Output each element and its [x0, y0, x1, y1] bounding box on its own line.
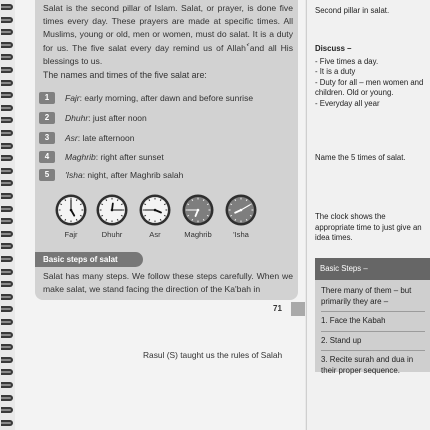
divider: [321, 331, 425, 332]
binding-ring: [1, 369, 13, 375]
binding-ring: [1, 80, 13, 86]
clock-icon: [225, 194, 257, 226]
page-number: 71: [273, 304, 282, 313]
discuss-line: - Everyday all year: [315, 98, 380, 108]
binding-ring: [1, 357, 13, 363]
intro-paragraph: Salat is the second pillar of Islam. Salat, or prayer, is done five times every day. These prayers are made at specific times. All Muslims, young or old, men or women, must do salat. It is a duty for us. The five salat every day remind us of Allahٗ and all His blessings to us.: [43, 3, 293, 66]
binding-ring: [1, 54, 13, 60]
salat-time: : night, after Maghrib salah: [82, 169, 184, 180]
steps-box-item: 1. Face the Kabah: [321, 316, 386, 326]
clock-icon: [55, 194, 87, 226]
binding-ring: [1, 92, 13, 98]
binding-ring: [1, 17, 13, 23]
discuss-line: - Duty for all – men women and children. Old or young.: [315, 77, 424, 98]
spiral-binding: [0, 0, 16, 430]
binding-ring: [1, 218, 13, 224]
binding-ring: [1, 67, 13, 73]
bottom-note: Rasul (S) taught us the rules of Salah: [143, 350, 283, 360]
clock-face: [139, 194, 171, 226]
content-panel: [35, 0, 298, 300]
list-number: 4: [39, 151, 55, 163]
binding-ring: [1, 29, 13, 35]
clock-label: Asr: [149, 230, 161, 239]
salat-time: : right after sunset: [95, 151, 164, 162]
clock-icon: [96, 194, 128, 226]
note-pillar: Second pillar in salat.: [315, 6, 390, 15]
clock-icon: [139, 194, 171, 226]
binding-ring: [1, 281, 13, 287]
discuss-line: - Five times a day.: [315, 56, 379, 66]
binding-ring: [1, 407, 13, 413]
divider: [321, 350, 425, 351]
binding-ring: [1, 168, 13, 174]
names-title: The names and times of the five salat are:: [43, 70, 207, 80]
list-item: [39, 111, 294, 124]
steps-box-item: 2. Stand up: [321, 335, 362, 345]
clock-label: 'Isha: [233, 230, 249, 239]
binding-ring: [1, 256, 13, 262]
list-number: 3: [39, 132, 55, 144]
binding-ring: [1, 420, 13, 426]
steps-paragraph: Salat has many steps. We follow these steps carefully. When we make salat, we stand facing the direction of the Ka'bah in: [43, 271, 293, 294]
binding-ring: [1, 105, 13, 111]
binding-ring: [1, 382, 13, 388]
clock-row: [55, 194, 275, 244]
binding-ring: [1, 117, 13, 123]
binding-ring: [1, 130, 13, 136]
clock-icon: [182, 194, 214, 226]
binding-ring: [1, 143, 13, 149]
salat-time: : late afternoon: [77, 132, 135, 143]
discuss-title: Discuss –: [315, 44, 352, 53]
note-clock: The clock shows the appropriate time to just give an idea times.: [315, 212, 422, 243]
binding-ring: [1, 243, 13, 249]
binding-ring: [1, 155, 13, 161]
salat-name: 'Isha: [65, 169, 83, 180]
note-discuss: [315, 44, 427, 110]
list-item: [39, 131, 294, 144]
divider: [321, 311, 425, 312]
steps-section-header: Basic steps of salat: [35, 252, 143, 267]
steps-box-intro: There many of them – but primarily they are –: [321, 286, 412, 306]
binding-ring: [1, 231, 13, 237]
salat-name: Maghrib: [65, 151, 96, 162]
binding-ring: [1, 344, 13, 350]
list-item: [39, 91, 294, 104]
list-item: [39, 168, 294, 181]
clock-label: Fajr: [64, 230, 78, 239]
steps-box-item: 3. Recite surah and dua in their proper sequence.: [321, 355, 414, 375]
teacher-notes-column: [306, 0, 430, 430]
binding-ring: [1, 294, 13, 300]
binding-ring: [1, 306, 13, 312]
list-number: 2: [39, 112, 55, 124]
salat-time: : just after noon: [88, 112, 147, 123]
binding-ring: [1, 193, 13, 199]
list-item: [39, 150, 294, 163]
binding-ring: [1, 206, 13, 212]
clock-label: Maghrib: [184, 230, 212, 239]
binding-ring: [1, 269, 13, 275]
steps-box: [315, 280, 430, 375]
page-tab: [291, 302, 305, 316]
salat-name: Asr: [65, 132, 78, 143]
clock-face: [96, 194, 128, 226]
clock-label: Dhuhr: [101, 230, 123, 239]
binding-ring: [1, 395, 13, 401]
textbook-page: [15, 0, 305, 430]
clock-face: [182, 194, 214, 226]
note-names: Name the 5 times of salat.: [315, 153, 406, 162]
list-number: 5: [39, 169, 55, 181]
binding-ring: [1, 332, 13, 338]
salat-name: Fajr: [65, 92, 80, 103]
binding-ring: [1, 319, 13, 325]
binding-ring: [1, 42, 13, 48]
binding-ring: [1, 180, 13, 186]
list-number: 1: [39, 92, 55, 104]
faint-bleed-through: [317, 178, 427, 187]
binding-ring: [1, 4, 13, 10]
discuss-line: - It is a duty: [315, 67, 356, 77]
clock-face: [55, 194, 87, 226]
salat-name: Dhuhr: [65, 112, 89, 123]
steps-box-header: Basic Steps –: [315, 258, 430, 280]
clock-face: [225, 194, 257, 226]
salat-time: : early morning, after dawn and before sunrise: [79, 92, 254, 103]
